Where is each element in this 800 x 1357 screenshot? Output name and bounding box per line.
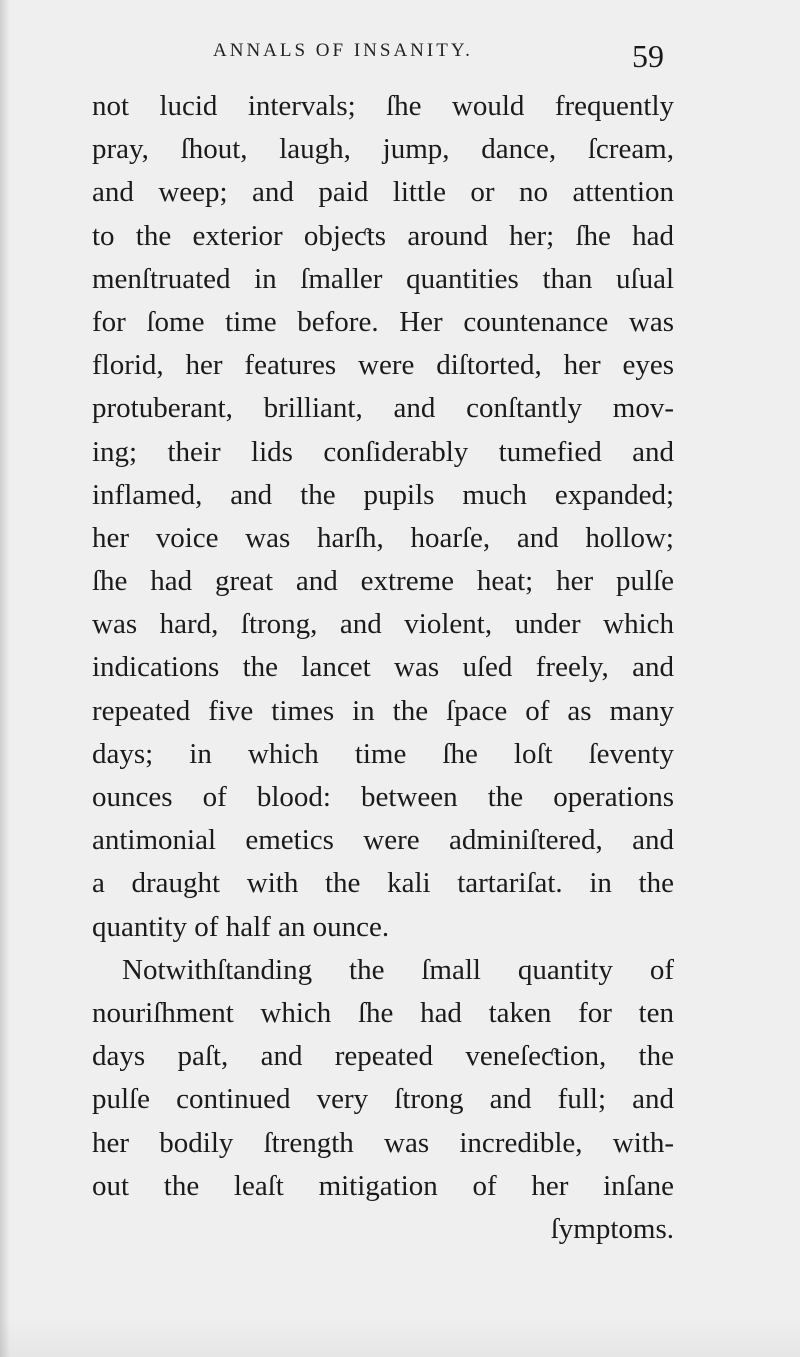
text-line: to the exterior objeƈts around her; ſhe had — [92, 219, 674, 252]
text-line: repeated five times in the ſpace of as many — [92, 694, 674, 727]
text-line: and weep; and paid little or no attention — [92, 176, 674, 209]
page-bottom-shading — [0, 1317, 800, 1357]
text-line: nouriſhment which ſhe had taken for ten — [92, 996, 674, 1029]
text-line: quantity of half an ounce. — [92, 910, 390, 943]
text-line: antimonial emetics were adminiſtered, and — [92, 824, 674, 857]
text-line: ſhe had great and extreme heat; her pulſe — [92, 565, 674, 598]
text-line: her bodily ſtrength was incredible, with- — [92, 1126, 674, 1159]
text-line: inflamed, and the pupils much expanded; — [92, 478, 674, 511]
paragraph-start-line: Notwithſtanding the ſmall quantity of — [122, 953, 674, 986]
page-number: 59 — [632, 38, 664, 74]
text-line: menſtruated in ſmaller quantities than uſual — [92, 262, 674, 295]
text-line: protuberant, brilliant, and conſtantly mov- — [92, 392, 674, 425]
text-line: days paſt, and repeated veneſeƈtion, the — [92, 1040, 674, 1073]
body-text — [92, 85, 674, 1251]
text-line: florid, her features were diſtorted, her eyes — [92, 349, 674, 382]
text-line: indications the lancet was uſed freely, and — [92, 651, 674, 684]
text-line: not lucid intervals; ſhe would frequently — [92, 90, 674, 122]
text-line: was hard, ſtrong, and violent, under which — [92, 608, 674, 641]
text-line: days; in which time ſhe loſt ſeventy — [92, 737, 674, 770]
page-gutter-shadow — [0, 0, 10, 1357]
text-line: for ſome time before. Her countenance was — [92, 305, 674, 338]
text-line: pray, ſhout, laugh, jump, dance, ſcream, — [92, 133, 674, 166]
text-line: a draught with the kali tartariſat. in the — [92, 867, 674, 900]
text-line: ing; their lids conſiderably tumefied and — [92, 435, 674, 468]
text-line: out the leaſt mitigation of her inſane — [92, 1169, 674, 1202]
text-line: pulſe continued very ſtrong and full; and — [92, 1083, 674, 1116]
running-title: ANNALS OF INSANITY. — [213, 40, 473, 61]
catchword-line: ſymptoms. — [550, 1212, 674, 1245]
text-line: ounces of blood: between the operations — [92, 781, 674, 813]
text-line: her voice was harſh, hoarſe, and hollow; — [92, 521, 674, 554]
